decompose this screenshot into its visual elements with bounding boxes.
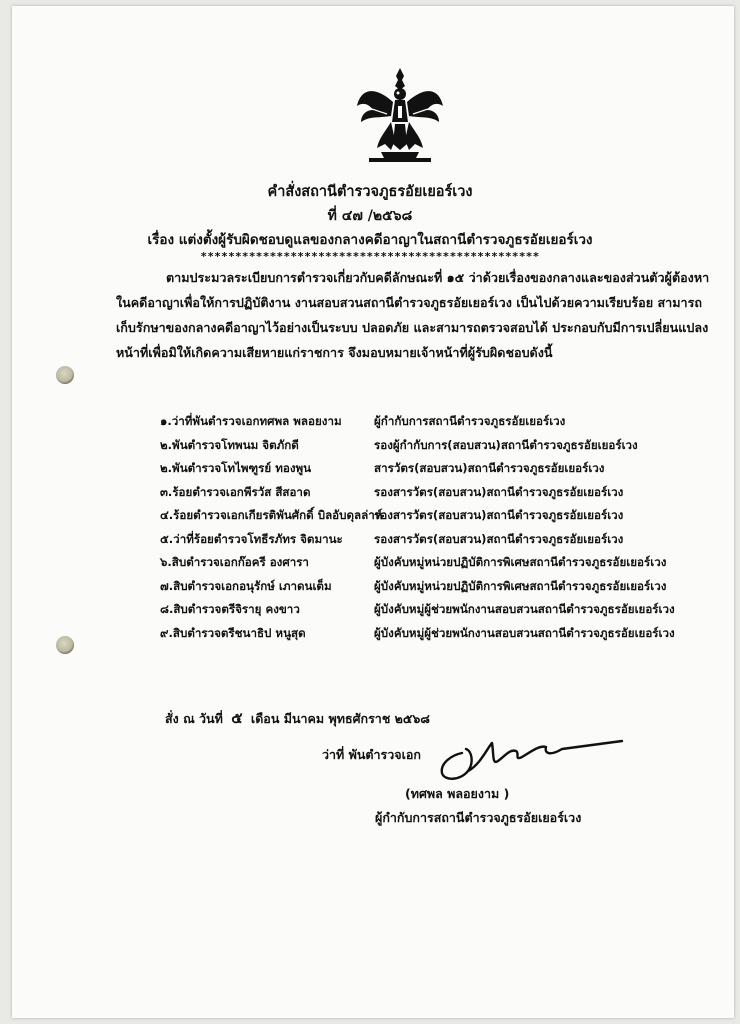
list-item bbox=[160, 575, 720, 599]
document-title: คำสั่งสถานีตำรวจภูธรอัยเยอร์เวง bbox=[267, 184, 473, 200]
body-line: หน้าที่เพื่อมิให้เกิดความเสียหายแก่ราชการ จึงมอบหมายเจ้าหน้าที่ผู้รับผิดชอบดังนี้ bbox=[116, 345, 553, 360]
signer-rank: ว่าที่ พันตำรวจเอก bbox=[322, 747, 421, 762]
appointee-name: ๙.สิบตำรวจตรีชนาธิป หนูสุด bbox=[160, 625, 306, 640]
appointee-role: รองผู้กำกับการ(สอบสวน)สถานีตำรวจภูธรอัยเยอร์เวง bbox=[374, 437, 638, 452]
appointee-name: ๕.ว่าที่ร้อยตำรวจโทธีรภัทร จิตมานะ bbox=[160, 531, 343, 546]
punch-hole bbox=[56, 636, 74, 654]
appointee-name: ๓.ร้อยตำรวจเอกพีรวัส สีสอาด bbox=[160, 484, 311, 499]
signer-name: (ทศพล พลอยงาม ) bbox=[405, 786, 510, 801]
list-item bbox=[160, 551, 720, 575]
appointee-name: ๘.สิบตำรวจตรีจิรายุ คงขาว bbox=[160, 602, 300, 616]
appointee-role: สารวัตร(สอบสวน)สถานีตำรวจภูธรอัยเยอร์เวง bbox=[374, 461, 605, 475]
garuda-emblem-icon bbox=[355, 66, 445, 166]
punch-hole bbox=[56, 366, 74, 384]
list-item bbox=[160, 622, 720, 646]
handwritten-signature bbox=[422, 725, 632, 785]
appointee-name: ๖.สิบตำรวจเอกก๊อครี องศารา bbox=[160, 555, 309, 569]
signer-title: ผู้กำกับการสถานีตำรวจภูธรอัยเยอร์เวง bbox=[375, 810, 582, 825]
list-item bbox=[160, 598, 720, 622]
appointee-role: รองสารวัตร(สอบสวน)สถานีตำรวจภูธรอัยเยอร์เวง bbox=[374, 531, 624, 546]
body-paragraph bbox=[116, 265, 710, 365]
appointee-role: ผู้กำกับการสถานีตำรวจภูธรอัยเยอร์เวง bbox=[374, 414, 566, 428]
appointee-role: ผู้บังคับหมู่หน่วยปฏิบัติการพิเศษสถานีตำรวจภูธรอัยเยอร์เวง bbox=[374, 555, 667, 569]
document-subject: เรื่อง แต่งตั้งผู้รับผิดชอบดูแลของกลางคดีอาญาในสถานีตำรวจภูธรอัยเยอร์เวง bbox=[147, 232, 593, 248]
list-item bbox=[160, 410, 720, 434]
list-item bbox=[160, 504, 720, 528]
date-prefix: สั่ง ณ วันที่ bbox=[165, 711, 223, 726]
appointee-name: ๗.สิบตำรวจเอกอนุรักษ์ เภาดนเต็ม bbox=[160, 578, 332, 593]
appointee-role: ผู้บังคับหมู่ผู้ช่วยพนักงานสอบสวนสถานีตำรวจภูธรอัยเยอร์เวง bbox=[374, 625, 675, 640]
appointee-role: ผู้บังคับหมู่ผู้ช่วยพนักงานสอบสวนสถานีตำรวจภูธรอัยเยอร์เวง bbox=[374, 602, 675, 616]
date-suffix: เดือน มีนาคม พุทธศักราช ๒๕๖๘ bbox=[250, 711, 430, 726]
appointee-role: รองสารวัตร(สอบสวน)สถานีตำรวจภูธรอัยเยอร์เวง bbox=[374, 508, 624, 522]
body-line: เก็บรักษาของกลางคดีอาญาไว้อย่างเป็นระบบ ปลอดภัย และสามารถตรวจสอบได้ ประกอบกับมีการเปลี่ยนแปลง bbox=[116, 320, 709, 335]
date-day: ๕ bbox=[231, 709, 243, 727]
appointee-name: ๒.พันตำรวจโทไพฑูรย์ ทองพูน bbox=[160, 461, 312, 475]
list-item bbox=[160, 434, 720, 458]
list-item bbox=[160, 481, 720, 505]
order-date bbox=[165, 706, 430, 730]
body-line: ตามประมวลระเบียบการตำรวจเกี่ยวกับคดีลักษณะที่ ๑๕ ว่าด้วยเรื่องของกลางและของส่วนตัวผู้ต้องหา bbox=[166, 270, 710, 285]
separator-line: ************************************************* bbox=[200, 250, 540, 263]
appointee-name: ๑.ว่าที่พันตำรวจเอกทศพล พลอยงาม bbox=[160, 414, 342, 428]
appointee-name: ๔.ร้อยตำรวจเอกเกียรติพันศักดิ์ บิลอับดุลล่าห์ bbox=[160, 508, 383, 522]
appointee-name: ๒.พันตำรวจโทพนม จิตภักดี bbox=[160, 437, 299, 452]
appointee-role: ผู้บังคับหมู่หน่วยปฏิบัติการพิเศษสถานีตำรวจภูธรอัยเยอร์เวง bbox=[374, 578, 667, 593]
body-line: ในคดีอาญาเพื่อให้การปฏิบัติงาน งานสอบสวนสถานีตำรวจภูธรอัยเยอร์เวง เป็นไปด้วยความเรียบร้อย สามารถ bbox=[116, 295, 703, 310]
document-number: ที่ ๔๗ /๒๕๖๘ bbox=[327, 208, 413, 224]
list-item bbox=[160, 457, 720, 481]
appointee-list bbox=[160, 410, 720, 645]
appointee-role: รองสารวัตร(สอบสวน)สถานีตำรวจภูธรอัยเยอร์เวง bbox=[374, 484, 624, 499]
list-item bbox=[160, 528, 720, 552]
